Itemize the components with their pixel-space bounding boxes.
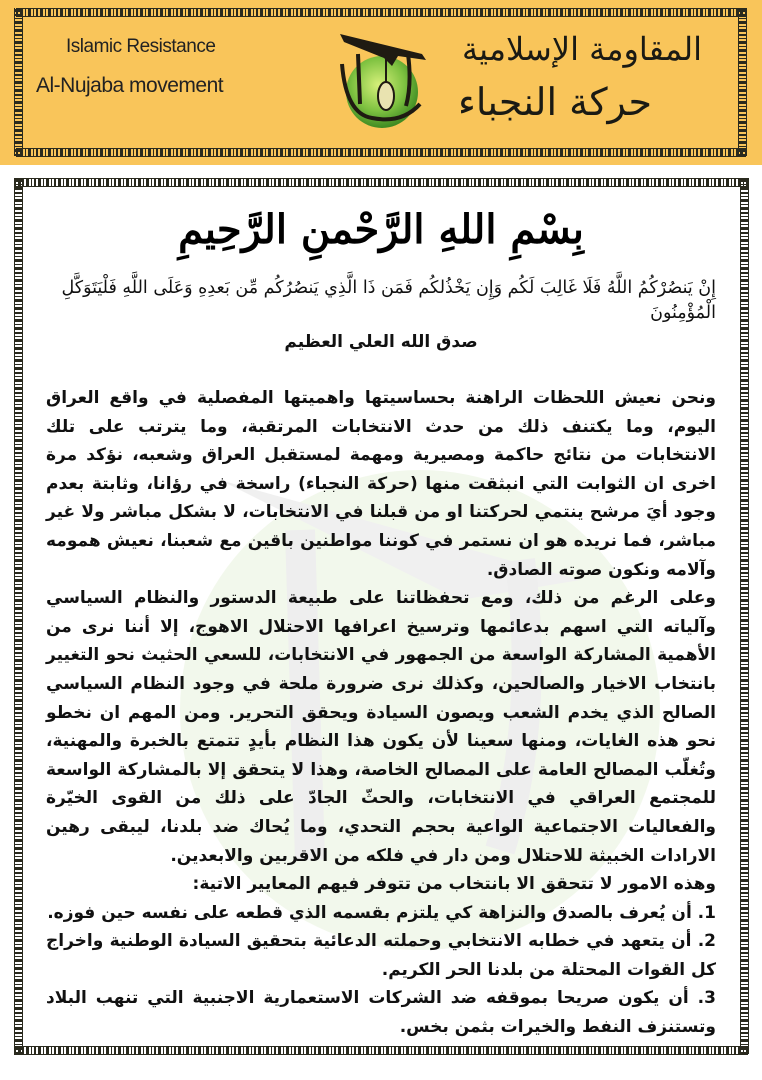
paragraph-1: ونحن نعيش اللحظات الراهنة بحساسيتها واهميتها المفصلية في واقع العراق اليوم، وما يكتنف ذلك من حدث الانتخابات المرتقبة، وما يترتب على تلك الانتخابات من نتائج حاكمة ومصيرية ومهمة لمستقبل العراق وشعبه، نؤكد مرة اخرى ان الثوابت التي انبثقت منها (حركة النجباء) راسخة في رؤانا، وثابتة بعدم وجود أيَ مرشح ينتمي لحركتنا او من قبلنا في الانتخابات، لا بشكل مباشر ولا غير مباشر، فما نريده هو ان نستمر في كوننا مواطنين باقين مع شعبنا، نعيش همومه وآلامه ونكون صوته الصادق. xyxy=(46,388,716,580)
frame-border-left xyxy=(14,178,23,1054)
nujaba-logo xyxy=(322,14,442,132)
english-title-line2: Al-Nujaba movement xyxy=(36,74,224,97)
quran-verse: إِنْ يَنصُرْكُمُ اللَّهُ فَلَا غَالِبَ لَكُم وَإِن يَخْذُلكُم فَمَن ذَا الَّذِي يَنصُرُكُم مِّن بَعدِهِ وَعَلَى اللَّهِ فَلْيَتَوَكَّلِ الْمُؤْمِنُونَ xyxy=(61,278,716,323)
criteria-item-1: 1. أن يُعرف بالصدق والنزاهة كي يلتزم بقسمه الذي قطعه على نفسه حين فوزه. xyxy=(47,902,716,923)
criteria-item-3: 3. أن يكون صريحا بموقفه ضد الشركات الاستعمارية الاجنبية التي تنهب البلاد وتستنزف النفط والخيرات بثمن بخس. xyxy=(46,988,716,1038)
header-border-left xyxy=(14,8,23,156)
arabic-title-line1: المقاومة الإسلامية xyxy=(462,30,702,68)
basmala-calligraphy: بِسْمِ اللهِ الرَّحْمنِ الرَّحِيمِ xyxy=(178,206,584,253)
paragraph-2: وعلى الرغم من ذلك، ومع تحفظاتنا على طبيعة الدستور والنظام السياسي وآلياته التي اسهم بدعائمها وترسيخ اعرافها الاحتلال الاهوج، إلا أننا نرى من الأهمية المشاركة الواسعة من الجمهور في الانتخابات، للسعي الحثيث نحو التغيير بانتخاب الاخيار والصالحين، وكذلك نرى ضرورة ملحة في وجود النظام السياسي الصالح الذي يخدم الشعب ويصون السيادة ويحقق التحرير. ومن المهم ان نخطو نحو هذه الغايات، ومنها سعينا لأن يكون هذا النظام بأيدٍ تتمتع بالخبرة والمهنية، وتُغلّب المصالح العامة على المصالح الخاصة، وهذا لا يتحقق إلا بالمشاركة الواسعة للمجتمع العراقي في الانتخابات، والحثّ الجادّ على ذلك من القوى الخيّرة والفعاليات الاجتماعية الواعية بحجم التحدي، وما يُحاك ضد بلدنا، ليبقى رهين الارادات الخبيثة للاحتلال ومن دار في فلكه من الاقربين والابعدين. xyxy=(46,588,716,866)
paragraph-3: وهذه الامور لا تتحقق الا بانتخاب من تتوفر فيهم المعايير الاتية: xyxy=(192,874,716,895)
english-title-line1: Islamic Resistance xyxy=(66,36,216,57)
header-border-right xyxy=(738,8,747,156)
document-body xyxy=(46,178,716,1042)
verse-closing: صدق الله العلي العظيم xyxy=(284,332,478,352)
frame-border-bottom xyxy=(14,1046,748,1055)
header-banner xyxy=(0,0,762,165)
criteria-item-2: 2. أن يتعهد في خطابه الانتخابي وحملته الدعائية بتحقيق السيادة الوطنية واخراج كل القوات المحتلة من بلدنا الحر الكريم. xyxy=(46,931,716,980)
arabic-title-line2: حركة النجباء xyxy=(457,80,652,124)
header-border-bottom xyxy=(16,148,746,157)
frame-border-right xyxy=(740,178,749,1054)
